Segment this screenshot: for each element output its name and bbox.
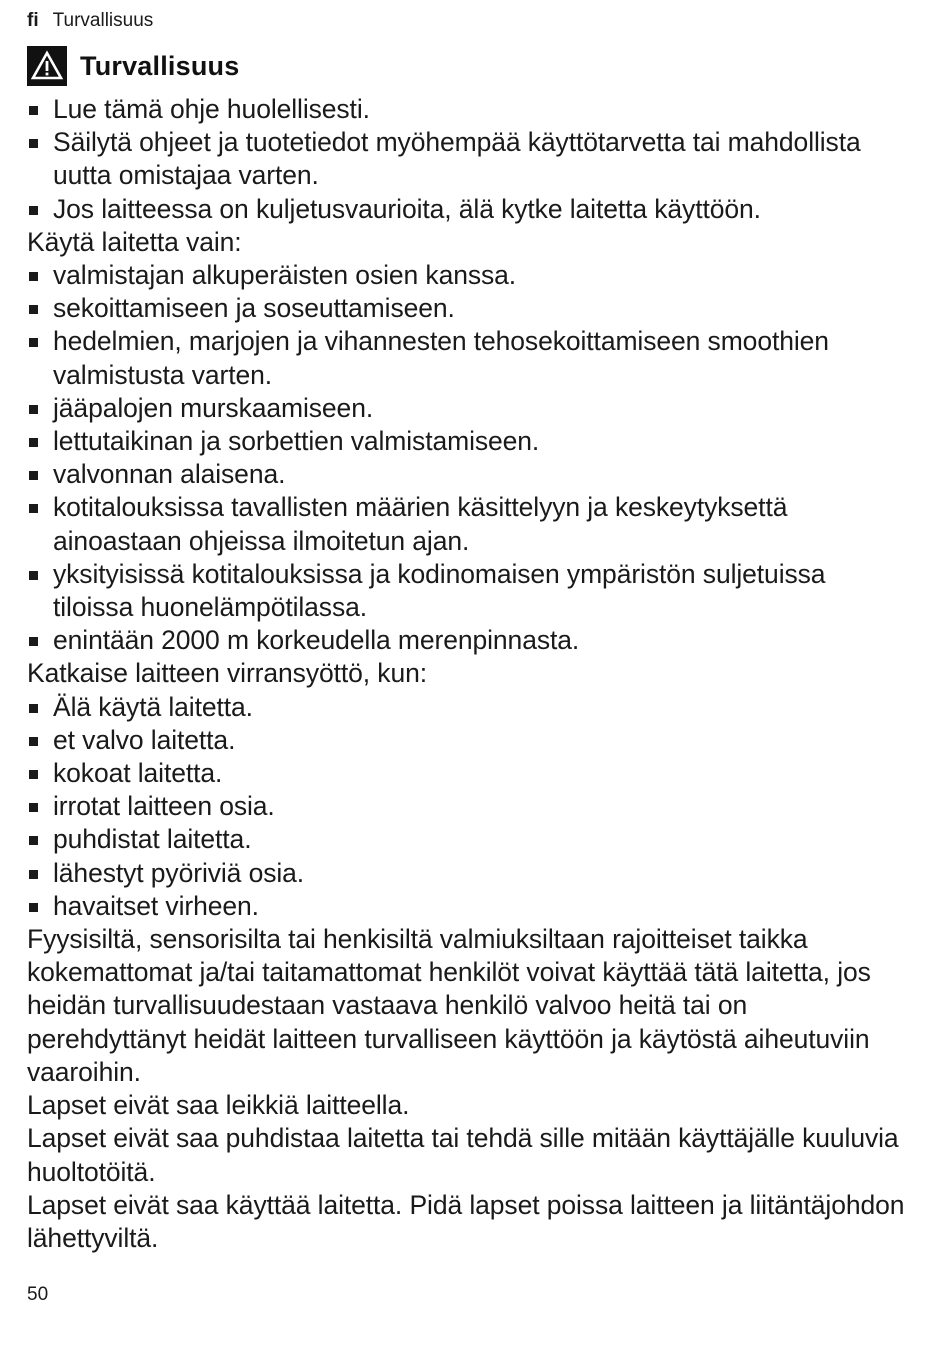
list-item: Älä käytä laitetta.: [27, 691, 907, 724]
disconnect-list: [27, 691, 907, 923]
list-item: yksityisissä kotitalouksissa ja kodinomaisen ympäristön suljetuissa tiloissa huonelämpötilassa.: [27, 558, 907, 624]
paragraph-children-use: Lapset eivät saa käyttää laitetta. Pidä lapset poissa laitteen ja liitäntäjohdon lähettyviltä.: [27, 1189, 905, 1253]
section-heading: [27, 46, 239, 86]
list-item: irrotat laitteen osia.: [27, 790, 907, 823]
running-header-section: Turvallisuus: [52, 10, 154, 31]
paragraph-children-cleaning: Lapset eivät saa puhdistaa laitetta tai tehdä sille mitään käyttäjälle kuuluvia huoltotöitä.: [27, 1123, 899, 1187]
use-only-list: [27, 259, 907, 657]
paragraph-children-play: Lapset eivät saa leikkiä laitteella.: [27, 1090, 410, 1121]
list-item: enintään 2000 m korkeudella merenpinnasta.: [27, 624, 907, 657]
section-title: Turvallisuus: [80, 50, 240, 81]
paragraph-capabilities: Fyysisiltä, sensorisilta tai henkisiltä valmiuksiltaan rajoitteiset taikka kokemattomat ja/tai taitamattomat henkilöt voivat käyttää tätä laitetta, jos heidän turvallisuudestaan vastaava henkilö valvoo heitä tai on perehdyttänyt heidät laitteen turvalliseen käyttöön ja käytöstä aiheutuviin vaaroihin.: [27, 924, 871, 1087]
list-item: et valvo laitetta.: [27, 724, 907, 757]
list-item: hedelmien, marjojen ja vihannesten tehosekoittamiseen smoothien valmistusta varten.: [27, 325, 907, 391]
list-item: lettutaikinan ja sorbettien valmistamiseen.: [27, 425, 907, 458]
list-item: valvonnan alaisena.: [27, 458, 907, 491]
warning-triangle-icon: [27, 46, 67, 86]
list-item: jääpalojen murskaamiseen.: [27, 392, 907, 425]
list-item: Lue tämä ohje huolellisesti.: [27, 93, 907, 126]
list-item: lähestyt pyöriviä osia.: [27, 857, 907, 890]
list-item: valmistajan alkuperäisten osien kanssa.: [27, 259, 907, 292]
list-item: kokoat laitetta.: [27, 757, 907, 790]
disconnect-lead: Katkaise laitteen virransyöttö, kun:: [27, 658, 427, 689]
running-header: [27, 10, 153, 32]
document-body: [27, 93, 907, 1255]
list-item: sekoittamiseen ja soseuttamiseen.: [27, 292, 907, 325]
list-item: Jos laitteessa on kuljetusvaurioita, älä kytke laitetta käyttöön.: [27, 193, 907, 226]
page-number: 50: [27, 1284, 49, 1305]
language-code: fi: [27, 10, 39, 31]
list-item: puhdistat laitetta.: [27, 823, 907, 856]
list-item: kotitalouksissa tavallisten määrien käsittelyyn ja keskeytyksettä ainoastaan ohjeissa ilmoitetun ajan.: [27, 491, 907, 557]
list-item: havaitset virheen.: [27, 890, 907, 923]
use-only-lead: Käytä laitetta vain:: [27, 226, 242, 257]
intro-bullet-list: [27, 93, 907, 226]
list-item: Säilytä ohjeet ja tuotetiedot myöhempää käyttötarvetta tai mahdollista uutta omistajaa varten.: [27, 126, 907, 192]
